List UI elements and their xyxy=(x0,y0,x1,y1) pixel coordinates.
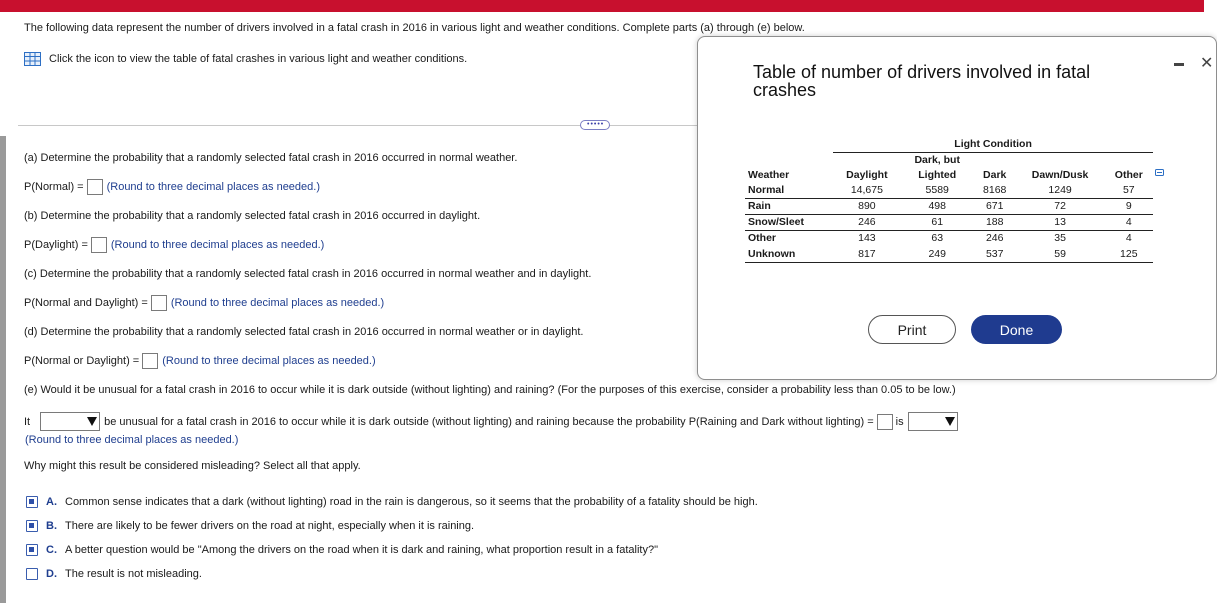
col-daylight: Daylight xyxy=(846,168,888,181)
part-a-answer-row xyxy=(24,179,320,195)
cell: 59 xyxy=(1016,246,1105,262)
part-e-answer-row xyxy=(24,412,962,431)
p-normal-or-daylight-input[interactable] xyxy=(142,353,158,369)
part-c-label: P(Normal and Daylight) = xyxy=(24,297,148,309)
cell: 817 xyxy=(833,246,900,262)
option-a[interactable] xyxy=(26,496,758,508)
cell: 4 xyxy=(1105,230,1153,246)
low-high-dropdown[interactable] xyxy=(908,412,958,431)
p-rain-dark-input[interactable] xyxy=(877,414,893,430)
table-popup xyxy=(697,36,1217,380)
cell: 14,675 xyxy=(850,183,883,196)
cell: 671 xyxy=(974,198,1016,214)
row-label: Other xyxy=(745,230,833,246)
p-daylight-input[interactable] xyxy=(91,237,107,253)
cell: 9 xyxy=(1105,198,1153,214)
cell: 125 xyxy=(1105,246,1153,262)
part-a-hint: (Round to three decimal places as needed.) xyxy=(106,181,320,193)
part-e-mid: be unusual for a fatal crash in 2016 to occur while it is dark outside (without lighting) and raining because the probability P(Raining and Dark without lighting) = xyxy=(104,415,874,428)
cell: 246 xyxy=(833,214,900,230)
chevron-down-icon xyxy=(943,413,957,430)
part-b-answer-row xyxy=(24,237,324,253)
light-condition-header: Light Condition xyxy=(833,137,1153,152)
cell: 13 xyxy=(1016,214,1105,230)
option-b-checkbox[interactable] xyxy=(26,520,38,532)
part-e-start: It xyxy=(24,415,31,428)
cell: 143 xyxy=(833,230,900,246)
top-accent-bar xyxy=(0,0,1204,12)
cell: 890 xyxy=(833,198,900,214)
table-row xyxy=(745,182,1153,198)
table-row xyxy=(745,246,1153,262)
option-d-text: The result is not misleading. xyxy=(65,568,202,580)
copy-icon[interactable] xyxy=(1155,168,1165,177)
cell: 72 xyxy=(1016,198,1105,214)
part-b-label: P(Daylight) = xyxy=(24,239,88,251)
chevron-down-icon xyxy=(85,413,99,430)
row-label: Normal xyxy=(748,183,785,196)
col-dawn-dusk: Dawn/Dusk xyxy=(1031,168,1089,181)
minimize-icon[interactable] xyxy=(1174,63,1184,66)
part-a-prompt: (a) Determine the probability that a randomly selected fatal crash in 2016 occurred in normal weather. xyxy=(24,152,518,164)
part-c-prompt: (c) Determine the probability that a randomly selected fatal crash in 2016 occurred in normal weather and in daylight. xyxy=(24,268,592,280)
done-button[interactable]: Done xyxy=(971,315,1062,344)
option-c-checkbox[interactable] xyxy=(26,544,38,556)
cell: 246 xyxy=(974,230,1016,246)
cell: 61 xyxy=(901,214,974,230)
option-c-text: A better question would be "Among the drivers on the road when it is dark and raining, what proportion result in a fatality?" xyxy=(65,544,658,556)
cell: 188 xyxy=(974,214,1016,230)
option-b[interactable] xyxy=(26,520,474,532)
expand-button[interactable] xyxy=(580,120,610,130)
option-b-letter: B. xyxy=(46,520,57,532)
col-dark: Dark xyxy=(983,168,1007,181)
part-c-answer-row xyxy=(24,295,384,311)
table-row xyxy=(745,214,1153,230)
part-e-hint: (Round to three decimal places as needed.) xyxy=(25,434,239,446)
cell: 63 xyxy=(901,230,974,246)
popup-title: Table of number of drivers involved in fatal crashes xyxy=(753,62,1091,100)
cell: 537 xyxy=(974,246,1016,262)
option-a-checkbox[interactable] xyxy=(26,496,38,508)
col-dark-but: Dark, but xyxy=(914,153,960,166)
part-d-prompt: (d) Determine the probability that a randomly selected fatal crash in 2016 occurred in normal weather or in daylight. xyxy=(24,326,584,338)
cell: 35 xyxy=(1016,230,1105,246)
cell: 249 xyxy=(901,246,974,262)
part-c-hint: (Round to three decimal places as needed.) xyxy=(170,297,385,309)
cell: 4 xyxy=(1105,214,1153,230)
col-weather: Weather xyxy=(748,168,790,181)
print-button[interactable]: Print xyxy=(868,315,956,344)
table-link-text: Click the icon to view the table of fatal crashes in various light and weather conditions. xyxy=(49,53,468,65)
row-label: Snow/Sleet xyxy=(745,214,833,230)
question-intro: The following data represent the number of drivers involved in a fatal crash in 2016 in various light and weather conditions. Complete parts (a) through (e) below. xyxy=(24,22,805,34)
table-row xyxy=(745,230,1153,246)
close-icon[interactable]: ✕ xyxy=(1200,55,1214,72)
part-d-answer-row xyxy=(24,353,376,369)
cell: 8168 xyxy=(983,183,1007,196)
row-label: Rain xyxy=(745,198,833,214)
scrollbar[interactable] xyxy=(0,136,6,603)
part-d-hint: (Round to three decimal places as needed.) xyxy=(162,355,376,367)
cell: 5589 xyxy=(925,183,949,196)
part-e-prompt: (e) Would it be unusual for a fatal crash in 2016 to occur while it is dark outside (without lighting) and raining? (For the purposes of this exercise, consider a probability less than 0.05 to be low.) xyxy=(24,384,956,396)
more-icon: ••••• xyxy=(587,121,605,128)
p-normal-input[interactable] xyxy=(87,179,103,195)
part-b-hint: (Round to three decimal places as needed.) xyxy=(110,239,325,251)
crash-table xyxy=(745,137,1155,263)
option-d-checkbox[interactable] xyxy=(26,568,38,580)
col-lighted: Lighted xyxy=(918,168,957,181)
part-d-label: P(Normal or Daylight) = xyxy=(24,355,140,367)
table-row xyxy=(745,198,1153,214)
col-other: Other xyxy=(1114,168,1143,181)
p-normal-and-daylight-input[interactable] xyxy=(151,295,167,311)
would-would-not-dropdown[interactable] xyxy=(40,412,100,431)
table-icon[interactable] xyxy=(24,52,41,66)
cell: 57 xyxy=(1122,183,1135,196)
part-a-label: P(Normal) = xyxy=(24,181,84,193)
option-c[interactable] xyxy=(26,544,658,556)
part-b-prompt: (b) Determine the probability that a randomly selected fatal crash in 2016 occurred in daylight. xyxy=(24,210,481,222)
part-e-end: is xyxy=(895,415,904,428)
option-d[interactable] xyxy=(26,568,202,580)
option-d-letter: D. xyxy=(46,568,57,580)
option-a-text: Common sense indicates that a dark (without lighting) road in the rain is dangerous, so it seems that the probability of a fatality should be high. xyxy=(65,496,758,508)
part-e-why: Why might this result be considered misleading? Select all that apply. xyxy=(24,460,361,472)
cell: 1249 xyxy=(1048,183,1072,196)
option-a-letter: A. xyxy=(46,496,57,508)
table-link[interactable] xyxy=(24,52,467,66)
row-label: Unknown xyxy=(745,246,833,262)
option-c-letter: C. xyxy=(46,544,57,556)
cell: 498 xyxy=(901,198,974,214)
option-b-text: There are likely to be fewer drivers on the road at night, especially when it is raining. xyxy=(65,520,475,532)
